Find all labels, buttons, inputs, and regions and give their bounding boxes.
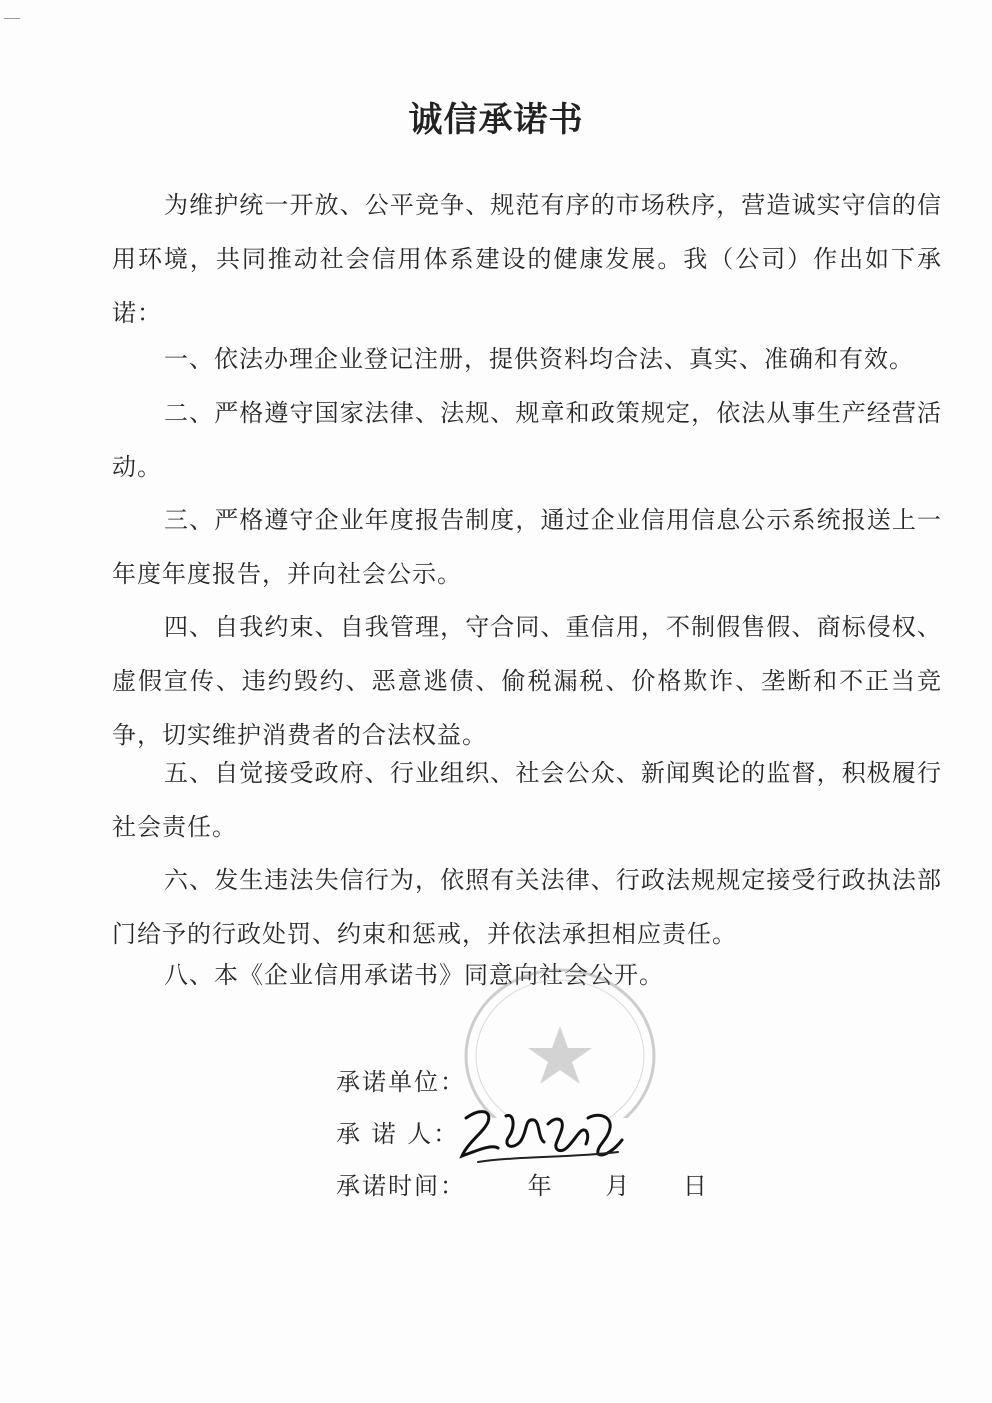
document-title: 诚信承诺书 <box>408 100 584 140</box>
handwritten-signature-icon <box>448 1098 628 1172</box>
date-day-label: 日 <box>682 1172 709 1200</box>
signature-person-label: 承 诺 人： <box>336 1120 460 1148</box>
intro-paragraph: 为维护统一开放、公平竞争、规范有序的市场秩序，营造诚实守信的信用环境，共同推动社会信用体系建设的健康发展。我（公司）作出如下承诺： <box>112 191 942 327</box>
commitment-item-8: 八、本《企业信用承诺书》同意向社会公开。 <box>164 961 664 989</box>
signature-date-row <box>336 1166 751 1201</box>
commitment-item-3: 三、严格遵守企业年度报告制度，通过企业信用信息公示系统报送上一年度年度报告，并向社会公示。 <box>112 506 942 588</box>
commitment-item-4: 四、自我约束、自我管理，守合同、重信用，不制假售假、商标侵权、虚假宣传、违约毁约、恶意逃债、偷税漏税、价格欺诈、垄断和不正当竞争，切实维护消费者的合法权益。 <box>112 613 942 749</box>
commitment-item-2: 二、严格遵守国家法律、法规、规章和政策规定，依法从事生产经营活动。 <box>112 399 942 481</box>
commitment-item-5: 五、自觉接受政府、行业组织、社会公众、新闻舆论的监督，积极履行社会责任。 <box>112 759 942 841</box>
signature-date-label: 承诺时间： <box>336 1172 466 1200</box>
scan-artifact <box>4 18 20 19</box>
commitment-item-6: 六、发生违法失信行为，依照有关法律、行政法规规定接受行政执法部门给予的行政处罚、约束和惩戒，并依法承担相应责任。 <box>112 866 942 948</box>
commitment-item-1: 一、依法办理企业登记注册，提供资料均合法、真实、准确和有效。 <box>164 345 914 373</box>
date-year-label: 年 <box>527 1172 554 1200</box>
company-seal-icon <box>458 968 662 1118</box>
signature-unit-label: 承诺单位： <box>336 1068 466 1096</box>
date-month-label: 月 <box>605 1172 632 1200</box>
